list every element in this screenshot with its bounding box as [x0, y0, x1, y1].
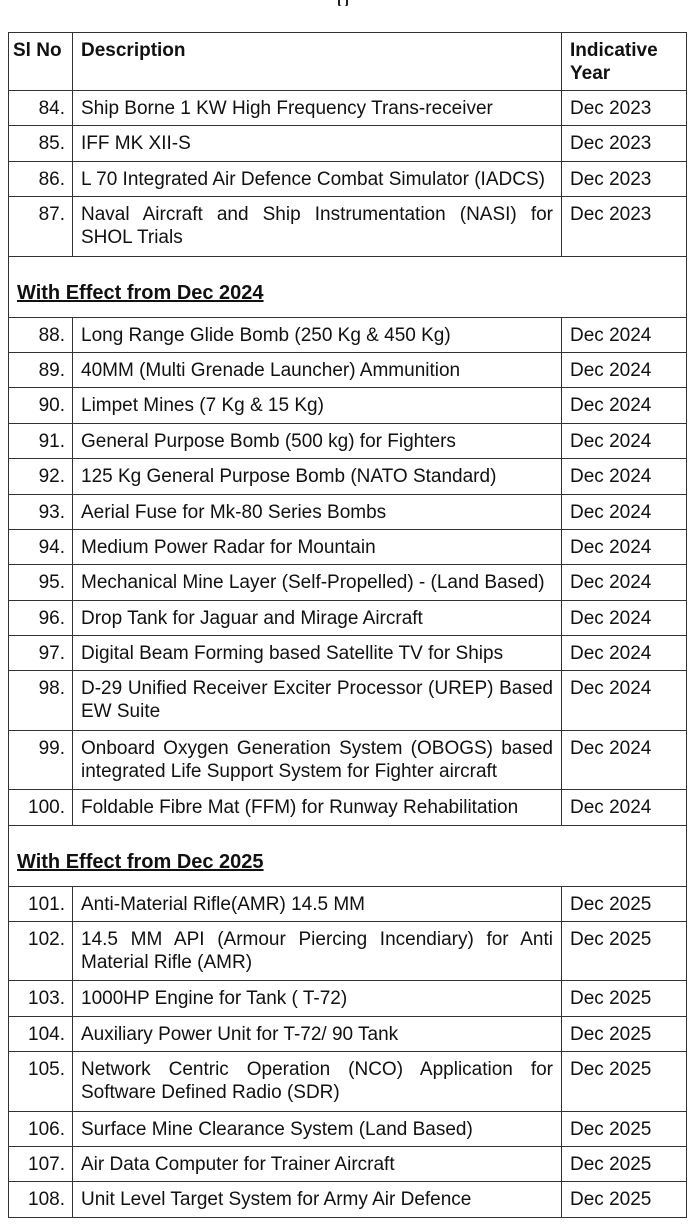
serial-number-cell: 85.: [9, 126, 73, 161]
table-row: [9, 494, 687, 529]
indicative-year-cell: Dec 2024: [562, 352, 687, 387]
table-row: [9, 91, 687, 126]
description-cell: Ship Borne 1 KW High Frequency Trans-receiver: [73, 91, 562, 126]
description-cell: IFF MK XII-S: [73, 126, 562, 161]
table-body: [9, 91, 687, 1218]
table-row: [9, 671, 687, 730]
indicative-year-cell: Dec 2024: [562, 565, 687, 600]
description-cell: Aerial Fuse for Mk-80 Series Bombs: [73, 494, 562, 529]
indicative-year-cell: Dec 2025: [562, 1146, 687, 1181]
serial-number-cell: 98.: [9, 671, 73, 730]
section-title: With Effect from Dec 2024: [17, 281, 264, 304]
table-row: [9, 1111, 687, 1146]
table-row: [9, 1052, 687, 1111]
description-cell: 40MM (Multi Grenade Launcher) Ammunition: [73, 352, 562, 387]
table-row: [9, 1182, 687, 1217]
description-cell: Medium Power Radar for Mountain: [73, 529, 562, 564]
indicative-year-cell: Dec 2025: [562, 981, 687, 1016]
page-number-fragment: [338, 0, 354, 6]
table-header-row: [9, 33, 687, 91]
indicative-year-cell: Dec 2023: [562, 126, 687, 161]
table-row: [9, 730, 687, 789]
description-cell: Air Data Computer for Trainer Aircraft: [73, 1146, 562, 1181]
description-cell: Drop Tank for Jaguar and Mirage Aircraft: [73, 600, 562, 635]
serial-number-cell: 105.: [9, 1052, 73, 1111]
indicative-year-cell: Dec 2024: [562, 671, 687, 730]
table-row: [9, 1146, 687, 1181]
indicative-year-cell: Dec 2024: [562, 423, 687, 458]
serial-number-cell: 95.: [9, 565, 73, 600]
description-cell: Long Range Glide Bomb (250 Kg & 450 Kg): [73, 317, 562, 352]
indicative-year-cell: Dec 2023: [562, 91, 687, 126]
description-cell: Auxiliary Power Unit for T-72/ 90 Tank: [73, 1016, 562, 1051]
serial-number-cell: 93.: [9, 494, 73, 529]
indicative-year-cell: Dec 2024: [562, 494, 687, 529]
section-heading-row: [9, 256, 687, 317]
serial-number-cell: 91.: [9, 423, 73, 458]
description-cell: Onboard Oxygen Generation System (OBOGS) based integrated Life Support System for Fighter aircraft: [73, 730, 562, 789]
description-cell: Digital Beam Forming based Satellite TV for Ships: [73, 636, 562, 671]
serial-number-cell: 97.: [9, 636, 73, 671]
table-row: [9, 197, 687, 256]
indicative-year-cell: Dec 2025: [562, 886, 687, 921]
section-heading-cell: [9, 256, 687, 317]
indicative-year-cell: Dec 2025: [562, 1016, 687, 1051]
serial-number-cell: 90.: [9, 388, 73, 423]
indicative-year-cell: Dec 2024: [562, 636, 687, 671]
description-cell: Mechanical Mine Layer (Self-Propelled) - (Land Based): [73, 565, 562, 600]
indicative-year-cell: Dec 2025: [562, 1052, 687, 1111]
description-cell: General Purpose Bomb (500 kg) for Fighters: [73, 423, 562, 458]
indicative-year-cell: Dec 2023: [562, 197, 687, 256]
table-row: [9, 317, 687, 352]
table-row: [9, 600, 687, 635]
serial-number-cell: 94.: [9, 529, 73, 564]
header-sl-no: Sl No: [9, 33, 73, 91]
serial-number-cell: 89.: [9, 352, 73, 387]
serial-number-cell: 96.: [9, 600, 73, 635]
serial-number-cell: 100.: [9, 790, 73, 825]
indicative-year-cell: Dec 2024: [562, 790, 687, 825]
table-row: [9, 126, 687, 161]
serial-number-cell: 103.: [9, 981, 73, 1016]
indicative-year-cell: Dec 2024: [562, 730, 687, 789]
serial-number-cell: 106.: [9, 1111, 73, 1146]
indicative-year-cell: Dec 2024: [562, 317, 687, 352]
header-description: Description: [73, 33, 562, 91]
table-row: [9, 459, 687, 494]
table-row: [9, 790, 687, 825]
table-row: [9, 636, 687, 671]
description-cell: 14.5 MM API (Armour Piercing Incendiary) for Anti Material Rifle (AMR): [73, 922, 562, 981]
serial-number-cell: 92.: [9, 459, 73, 494]
section-heading-cell: [9, 825, 687, 886]
description-cell: Naval Aircraft and Ship Instrumentation (NASI) for SHOL Trials: [73, 197, 562, 256]
table-row: [9, 352, 687, 387]
description-cell: D-29 Unified Receiver Exciter Processor (UREP) Based EW Suite: [73, 671, 562, 730]
table-row: [9, 423, 687, 458]
serial-number-cell: 87.: [9, 197, 73, 256]
serial-number-cell: 108.: [9, 1182, 73, 1217]
description-cell: Network Centric Operation (NCO) Application for Software Defined Radio (SDR): [73, 1052, 562, 1111]
table-row: [9, 529, 687, 564]
description-cell: Limpet Mines (7 Kg & 15 Kg): [73, 388, 562, 423]
indicative-year-cell: Dec 2024: [562, 388, 687, 423]
table-row: [9, 886, 687, 921]
serial-number-cell: 99.: [9, 730, 73, 789]
serial-number-cell: 88.: [9, 317, 73, 352]
header-indicative-year: [562, 33, 687, 91]
table-row: [9, 922, 687, 981]
indigenisation-items-table: [8, 32, 687, 1218]
description-cell: 125 Kg General Purpose Bomb (NATO Standard): [73, 459, 562, 494]
section-title: With Effect from Dec 2025: [17, 850, 264, 873]
table-row: [9, 388, 687, 423]
indicative-year-cell: Dec 2025: [562, 1111, 687, 1146]
description-cell: Anti-Material Rifle(AMR) 14.5 MM: [73, 886, 562, 921]
table-row: [9, 161, 687, 196]
serial-number-cell: 102.: [9, 922, 73, 981]
table-row: [9, 565, 687, 600]
indicative-year-cell: Dec 2025: [562, 922, 687, 981]
serial-number-cell: 86.: [9, 161, 73, 196]
serial-number-cell: 104.: [9, 1016, 73, 1051]
description-cell: Surface Mine Clearance System (Land Based): [73, 1111, 562, 1146]
indicative-year-cell: Dec 2023: [562, 161, 687, 196]
indicative-year-cell: Dec 2024: [562, 459, 687, 494]
description-cell: Unit Level Target System for Army Air Defence: [73, 1182, 562, 1217]
table-row: [9, 1016, 687, 1051]
description-cell: 1000HP Engine for Tank ( T-72): [73, 981, 562, 1016]
serial-number-cell: 101.: [9, 886, 73, 921]
indicative-year-cell: Dec 2025: [562, 1182, 687, 1217]
header-year-line2: Year: [570, 63, 611, 84]
serial-number-cell: 84.: [9, 91, 73, 126]
serial-number-cell: 107.: [9, 1146, 73, 1181]
indicative-year-cell: Dec 2024: [562, 600, 687, 635]
section-heading-row: [9, 825, 687, 886]
table-row: [9, 981, 687, 1016]
description-cell: L 70 Integrated Air Defence Combat Simulator (IADCS): [73, 161, 562, 196]
header-year-line1: Indicative: [570, 40, 658, 61]
indicative-year-cell: Dec 2024: [562, 529, 687, 564]
description-cell: Foldable Fibre Mat (FFM) for Runway Rehabilitation: [73, 790, 562, 825]
